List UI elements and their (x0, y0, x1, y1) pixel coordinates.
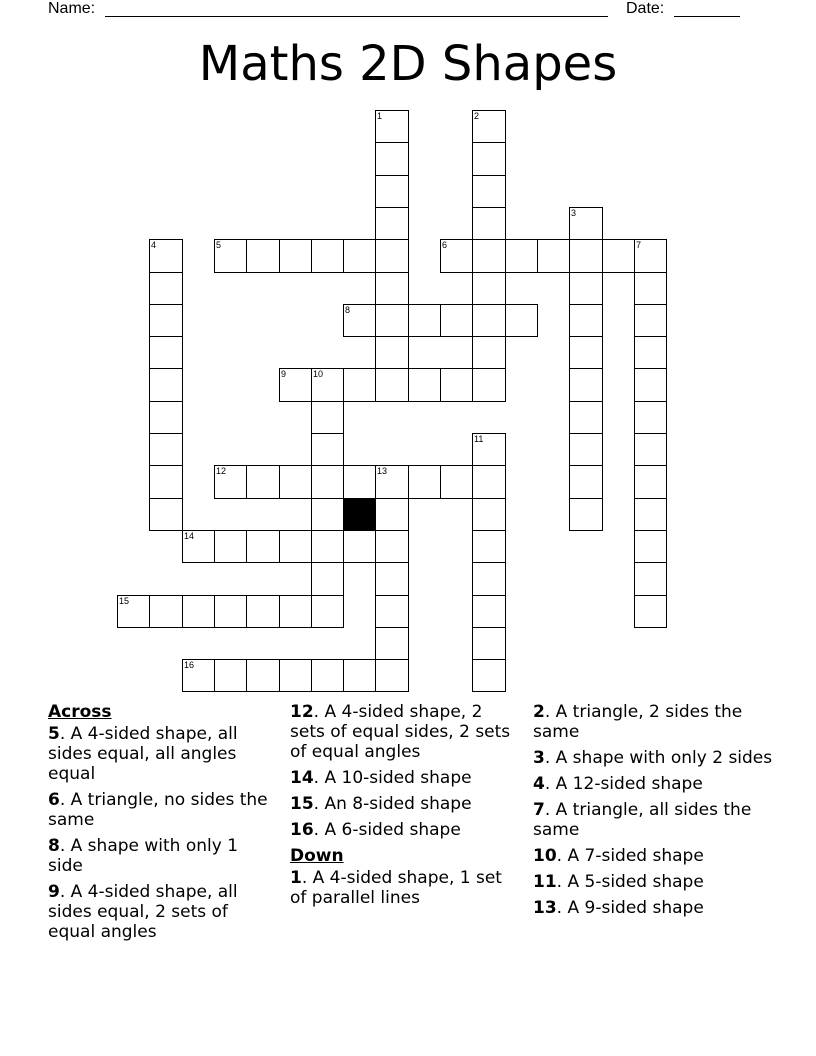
clues-column-2 (290, 702, 520, 914)
grid-cell[interactable] (505, 304, 538, 337)
clue-number: 1 (377, 111, 383, 121)
clue-number: 5 (216, 240, 222, 250)
grid-cell[interactable] (569, 465, 603, 499)
grid-cell[interactable] (311, 562, 344, 596)
grid-cell[interactable] (537, 239, 570, 273)
grid-cell[interactable] (634, 433, 667, 466)
grid-cell[interactable] (440, 239, 473, 273)
grid-cell[interactable] (214, 530, 247, 563)
grid-cell[interactable] (375, 562, 409, 596)
grid-cell[interactable] (311, 498, 344, 531)
grid-cell[interactable] (472, 530, 506, 563)
grid-cell[interactable] (279, 465, 312, 499)
grid-cell[interactable] (343, 368, 376, 402)
grid-cell[interactable] (634, 530, 667, 563)
clue-down-4: 4. A 12-sided shape (533, 774, 703, 794)
grid-cell[interactable] (375, 207, 409, 240)
clue-across-6: 6. A triangle, no sides the same (48, 790, 268, 830)
grid-cell[interactable] (634, 465, 667, 499)
clue-number: 16 (184, 660, 195, 670)
grid-cell[interactable] (440, 304, 473, 337)
grid-cell[interactable] (634, 401, 667, 434)
grid-cell[interactable] (375, 368, 409, 402)
grid-cell[interactable] (472, 239, 506, 273)
grid-cell[interactable] (634, 272, 667, 305)
clue-down-1: 1. A 4-sided shape, 1 set of parallel lines (290, 868, 502, 908)
grid-cell[interactable] (279, 530, 312, 563)
clue-number: 14 (184, 531, 195, 541)
date-label: Date: (626, 0, 665, 17)
grid-cell[interactable] (375, 530, 409, 563)
grid-cell[interactable] (149, 401, 183, 434)
clue-number: 11 (474, 434, 484, 444)
grid-cell[interactable] (569, 368, 603, 402)
grid-cell[interactable] (311, 595, 344, 628)
grid-cell[interactable] (246, 595, 280, 628)
grid-cell[interactable] (149, 498, 183, 531)
grid-cell[interactable] (569, 336, 603, 369)
grid-cell[interactable] (408, 465, 441, 499)
grid-cell[interactable] (214, 465, 247, 499)
grid-cell[interactable] (634, 336, 667, 369)
grid-cell[interactable] (440, 368, 473, 402)
grid-cell[interactable] (117, 595, 150, 628)
clue-down-10: 10. A 7-sided shape (533, 846, 704, 866)
grid-cell[interactable] (472, 304, 506, 337)
grid-cell[interactable] (472, 207, 506, 240)
grid-cell[interactable] (569, 207, 603, 240)
grid-cell[interactable] (214, 595, 247, 628)
grid-cell[interactable] (440, 465, 473, 499)
grid-cell[interactable] (505, 239, 538, 273)
grid-cell[interactable] (375, 110, 409, 143)
clue-number: 10 (313, 369, 324, 379)
clues-column-1 (48, 702, 273, 948)
grid-cell[interactable] (149, 272, 183, 305)
grid-cell[interactable] (569, 239, 603, 273)
grid-cell[interactable] (569, 433, 603, 466)
grid-cell[interactable] (375, 336, 409, 369)
clue-across-5: 5. A 4-sided shape, all sides equal, all angles equal (48, 724, 238, 784)
grid-cell[interactable] (634, 239, 667, 273)
clue-down-3: 3. A shape with only 2 sides (533, 748, 773, 768)
grid-cell[interactable] (246, 530, 280, 563)
grid-cell[interactable] (214, 659, 247, 692)
clue-across-9: 9. A 4-sided shape, all sides equal, 2 sets of equal angles (48, 882, 238, 942)
clue-number: 13 (377, 466, 388, 476)
grid-cell[interactable] (472, 627, 506, 660)
grid-cell[interactable] (408, 368, 441, 402)
grid-cell[interactable] (149, 368, 183, 402)
grid-cell[interactable] (408, 304, 441, 337)
grid-cell[interactable] (279, 659, 312, 692)
clue-across-14: 14. A 10-sided shape (290, 768, 472, 788)
grid-cell[interactable] (343, 304, 376, 337)
grid-cell[interactable] (149, 304, 183, 337)
grid-cell[interactable] (634, 304, 667, 337)
grid-cell[interactable] (472, 659, 506, 692)
clue-down-2: 2. A triangle, 2 sides the same (533, 702, 743, 742)
clue-down-11: 11. A 5-sided shape (533, 872, 704, 892)
grid-cell[interactable] (569, 272, 603, 305)
grid-cell[interactable] (569, 304, 603, 337)
grid-cell[interactable] (343, 239, 376, 273)
clues-column-3 (533, 702, 773, 924)
grid-cell[interactable] (149, 239, 183, 273)
grid-cell[interactable] (279, 368, 312, 402)
grid-cell[interactable] (311, 239, 344, 273)
grid-cell[interactable] (634, 595, 667, 628)
grid-cell[interactable] (182, 659, 215, 692)
grid-cell[interactable] (343, 659, 376, 692)
grid-cell[interactable] (634, 562, 667, 596)
grid-cell[interactable] (472, 465, 506, 499)
grid-cell[interactable] (311, 433, 344, 466)
grid-cell[interactable] (279, 239, 312, 273)
grid-cell[interactable] (311, 530, 344, 563)
clue-number: 3 (571, 208, 577, 218)
grid-cell[interactable] (472, 433, 506, 466)
grid-cell[interactable] (472, 368, 506, 402)
clue-across-15: 15. An 8-sided shape (290, 794, 472, 814)
grid-cell[interactable] (472, 110, 506, 143)
grid-cell[interactable] (246, 239, 280, 273)
grid-cell[interactable] (375, 304, 409, 337)
clue-number: 12 (216, 466, 227, 476)
clue-number: 15 (119, 596, 130, 606)
grid-cell[interactable] (149, 433, 183, 466)
grid-cell[interactable] (311, 368, 344, 402)
clue-number: 7 (636, 240, 642, 250)
clue-down-13: 13. A 9-sided shape (533, 898, 704, 918)
grid-cell[interactable] (375, 465, 409, 499)
grid-cell[interactable] (634, 498, 667, 531)
grid-cell[interactable] (246, 659, 280, 692)
grid-cell[interactable] (246, 465, 280, 499)
grid-cell[interactable] (375, 627, 409, 660)
clue-across-16: 16. A 6-sided shape (290, 820, 461, 840)
grid-cell[interactable] (569, 498, 603, 531)
black-cell (343, 498, 376, 531)
grid-cell[interactable] (311, 465, 344, 499)
grid-cell[interactable] (375, 595, 409, 628)
grid-cell[interactable] (375, 272, 409, 305)
down-heading: Down (290, 846, 344, 866)
grid-cell[interactable] (214, 239, 247, 273)
grid-cell[interactable] (569, 401, 603, 434)
grid-cell[interactable] (343, 465, 376, 499)
clue-number: 4 (151, 240, 157, 250)
clue-number: 6 (442, 240, 448, 250)
grid-cell[interactable] (472, 272, 506, 305)
grid-cell[interactable] (375, 175, 409, 208)
grid-cell[interactable] (311, 659, 344, 692)
grid-cell[interactable] (472, 175, 506, 208)
grid-cell[interactable] (149, 465, 183, 499)
across-heading: Across (48, 702, 112, 722)
grid-cell[interactable] (311, 401, 344, 434)
grid-cell[interactable] (375, 498, 409, 531)
puzzle-title: Maths 2D Shapes (198, 36, 618, 92)
grid-cell[interactable] (472, 336, 506, 369)
grid-cell[interactable] (343, 530, 376, 563)
grid-cell[interactable] (472, 562, 506, 596)
grid-cell[interactable] (472, 498, 506, 531)
grid-cell[interactable] (149, 595, 183, 628)
clue-down-7: 7. A triangle, all sides the same (533, 800, 752, 840)
grid-cell[interactable] (375, 142, 409, 176)
clue-across-8: 8. A shape with only 1 side (48, 836, 239, 876)
clue-number: 2 (474, 111, 480, 121)
grid-cell[interactable] (602, 239, 635, 273)
grid-cell[interactable] (634, 368, 667, 402)
clue-number: 8 (345, 305, 351, 315)
grid-cell[interactable] (472, 595, 506, 628)
clue-number: 9 (281, 369, 287, 379)
grid-cell[interactable] (375, 659, 409, 692)
grid-cell[interactable] (149, 336, 183, 369)
grid-cell[interactable] (472, 142, 506, 176)
clue-across-12: 12. A 4-sided shape, 2 sets of equal sides, 2 sets of equal angles (290, 702, 511, 762)
name-label: Name: (48, 0, 96, 17)
grid-cell[interactable] (375, 239, 409, 273)
grid-cell[interactable] (182, 595, 215, 628)
grid-cell[interactable] (182, 530, 215, 563)
grid-cell[interactable] (279, 595, 312, 628)
